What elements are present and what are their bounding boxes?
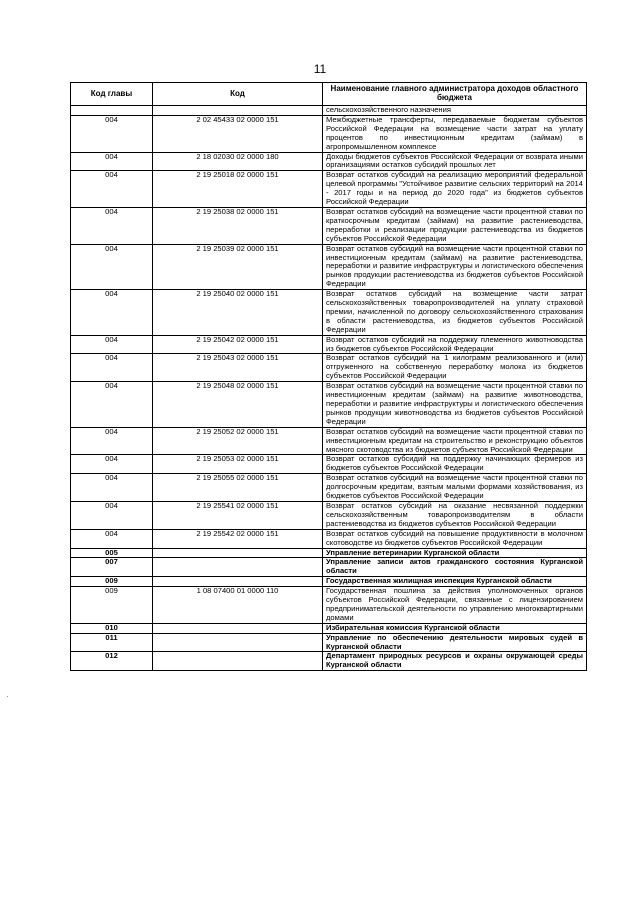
- cell-code: [153, 623, 323, 633]
- cell-code: 2 18 02030 02 0000 180: [153, 152, 323, 171]
- cell-name: Возврат остатков субсидий на возмещение части затрат сельскохозяйственных товаропроизводителей на уплату страховой премии, начисленной по договору сельскохозяйственного страхования в области растениеводства, из бюджетов субъектов Российской Федерации: [323, 290, 587, 336]
- table-row: [71, 207, 587, 244]
- cell-chapter-code: 005: [71, 548, 153, 558]
- cell-chapter-code: 011: [71, 633, 153, 652]
- margin-mark: ·: [6, 692, 9, 701]
- cell-name: Межбюджетные трансферты, передаваемые бюджетам субъектов Российской Федерации на возмещение части затрат на уплату процентов по инвестиционным кредитам (займам) в агропромышленном комплексе: [323, 115, 587, 152]
- cell-code: [153, 548, 323, 558]
- table-row: [71, 501, 587, 529]
- cell-chapter-code: 004: [71, 354, 153, 382]
- table-row: [71, 633, 587, 652]
- cell-code: 2 19 25040 02 0000 151: [153, 290, 323, 336]
- cell-name: Государственная пошлина за действия уполномоченных органов субъектов Российской Федерации, связанные с лицензированием предпринимательской деятельности по управлению многоквартирными домами: [323, 587, 587, 624]
- table-row: [71, 382, 587, 428]
- table-row: [71, 290, 587, 336]
- cell-chapter-code: 004: [71, 529, 153, 548]
- cell-chapter-code: 004: [71, 244, 153, 290]
- cell-code: [153, 106, 323, 116]
- cell-chapter-code: 007: [71, 558, 153, 577]
- cell-name: Департамент природных ресурсов и охраны окружающей среды Курганской области: [323, 652, 587, 671]
- table-row: [71, 106, 587, 116]
- cell-name: Избирательная комиссия Курганской области: [323, 623, 587, 633]
- cell-chapter-code: 004: [71, 335, 153, 354]
- cell-code: 2 19 25018 02 0000 151: [153, 171, 323, 208]
- table-row: [71, 558, 587, 577]
- cell-chapter-code: 004: [71, 427, 153, 455]
- table-body: [71, 106, 587, 671]
- table-row: [71, 152, 587, 171]
- cell-chapter-code: 009: [71, 587, 153, 624]
- cell-name: Государственная жилищная инспекция Курганской области: [323, 577, 587, 587]
- cell-code: [153, 558, 323, 577]
- cell-name: Возврат остатков субсидий на возмещение части процентной ставки по краткосрочным кредитам (займам) на развитие растениеводства, переработки и реализации продукции растениеводства из бюджетов субъектов Российской Федерации: [323, 207, 587, 244]
- table-header-row: [71, 83, 587, 106]
- cell-chapter-code: 004: [71, 152, 153, 171]
- cell-chapter-code: 010: [71, 623, 153, 633]
- cell-code: 2 02 45433 02 0000 151: [153, 115, 323, 152]
- cell-name: Возврат остатков субсидий на оказание несвязанной поддержки сельскохозяйственным товаропроизводителям в области растениеводства из бюджетов субъектов Российской Федерации: [323, 501, 587, 529]
- cell-code: 2 19 25043 02 0000 151: [153, 354, 323, 382]
- cell-name: Возврат остатков субсидий на возмещение части процентной ставки по долгосрочным кредитам, взятым малыми формами хозяйствования, из бюджетов субъектов Российской Федерации: [323, 474, 587, 502]
- cell-code: 2 19 25052 02 0000 151: [153, 427, 323, 455]
- cell-name: Управление по обеспечению деятельности мировых судей в Курганской области: [323, 633, 587, 652]
- cell-name: Возврат остатков субсидий на поддержку племенного животноводства из бюджетов субъектов Российской Федерации: [323, 335, 587, 354]
- cell-chapter-code: 004: [71, 207, 153, 244]
- cell-name: Возврат остатков субсидий на поддержку начинающих фермеров из бюджетов субъектов Российской Федерации: [323, 455, 587, 474]
- cell-chapter-code: 004: [71, 382, 153, 428]
- table-row: [71, 623, 587, 633]
- cell-chapter-code: 004: [71, 474, 153, 502]
- table-row: [71, 244, 587, 290]
- cell-code: 2 19 25542 02 0000 151: [153, 529, 323, 548]
- cell-chapter-code: 004: [71, 171, 153, 208]
- table-row: [71, 577, 587, 587]
- cell-code: 2 19 25053 02 0000 151: [153, 455, 323, 474]
- cell-code: 1 08 07400 01 0000 110: [153, 587, 323, 624]
- cell-code: 2 19 25042 02 0000 151: [153, 335, 323, 354]
- cell-chapter-code: 012: [71, 652, 153, 671]
- cell-name: Возврат остатков субсидий на реализацию мероприятий федеральной целевой программы "Устойчивое развитие сельских территорий на 2014 - 2017 годы и на период до 2020 года" из бюджетов субъектов Российской Федерации: [323, 171, 587, 208]
- table-row: [71, 335, 587, 354]
- cell-chapter-code: 004: [71, 455, 153, 474]
- table-row: [71, 427, 587, 455]
- revenue-administrators-table: [70, 82, 587, 671]
- header-chapter-code: Код главы: [71, 83, 153, 106]
- cell-name: Возврат остатков субсидий на возмещение части процентной ставки по инвестиционным кредитам (займам) на развитие растениеводства, переработки и развитие инфраструктуры и логистического обеспечения рынков продукции растениеводства из бюджетов субъектов Российской Федерации: [323, 244, 587, 290]
- table-row: [71, 529, 587, 548]
- cell-chapter-code: [71, 106, 153, 116]
- table-row: [71, 474, 587, 502]
- header-name: Наименование главного администратора доходов областного бюджета: [323, 83, 587, 106]
- cell-chapter-code: 004: [71, 501, 153, 529]
- cell-name: Управление записи актов гражданского состояния Курганской области: [323, 558, 587, 577]
- cell-chapter-code: 004: [71, 290, 153, 336]
- table-row: [71, 115, 587, 152]
- cell-name: Возврат остатков субсидий на возмещение части процентной ставки по инвестиционным кредитам на строительство и реконструкцию объектов мясного скотоводства из бюджетов субъектов Российской Федерации: [323, 427, 587, 455]
- table-row: [71, 455, 587, 474]
- cell-name: Возврат остатков субсидий на повышение продуктивности в молочном скотоводстве из бюджетов субъектов Российской Федерации: [323, 529, 587, 548]
- table-row: [71, 587, 587, 624]
- table-row: [71, 171, 587, 208]
- table-row: [71, 652, 587, 671]
- cell-name: Возврат остатков субсидий на возмещение части процентной ставки по инвестиционным кредитам (займам) на развитие животноводства, переработки и развитие инфраструктуры и логистического обеспечения рынков продукции животноводства из бюджетов субъектов Российской Федерации: [323, 382, 587, 428]
- cell-code: 2 19 25541 02 0000 151: [153, 501, 323, 529]
- cell-name: Возврат остатков субсидий на 1 килограмм реализованного и (или) отгруженного на собственную переработку молока из бюджетов субъектов Российской Федерации: [323, 354, 587, 382]
- cell-name: Доходы бюджетов субъектов Российской Федерации от возврата иными организациями остатков субсидий прошлых лет: [323, 152, 587, 171]
- cell-code: 2 19 25038 02 0000 151: [153, 207, 323, 244]
- cell-code: [153, 633, 323, 652]
- cell-name: сельскохозяйственного назначения: [323, 106, 587, 116]
- cell-code: 2 19 25048 02 0000 151: [153, 382, 323, 428]
- cell-code: 2 19 25039 02 0000 151: [153, 244, 323, 290]
- table-row: [71, 548, 587, 558]
- cell-code: [153, 577, 323, 587]
- cell-code: 2 19 25055 02 0000 151: [153, 474, 323, 502]
- table-row: [71, 354, 587, 382]
- cell-chapter-code: 009: [71, 577, 153, 587]
- cell-name: Управление ветеринарии Курганской области: [323, 548, 587, 558]
- cell-chapter-code: 004: [71, 115, 153, 152]
- cell-code: [153, 652, 323, 671]
- page-number: 11: [313, 62, 327, 76]
- header-code: Код: [153, 83, 323, 106]
